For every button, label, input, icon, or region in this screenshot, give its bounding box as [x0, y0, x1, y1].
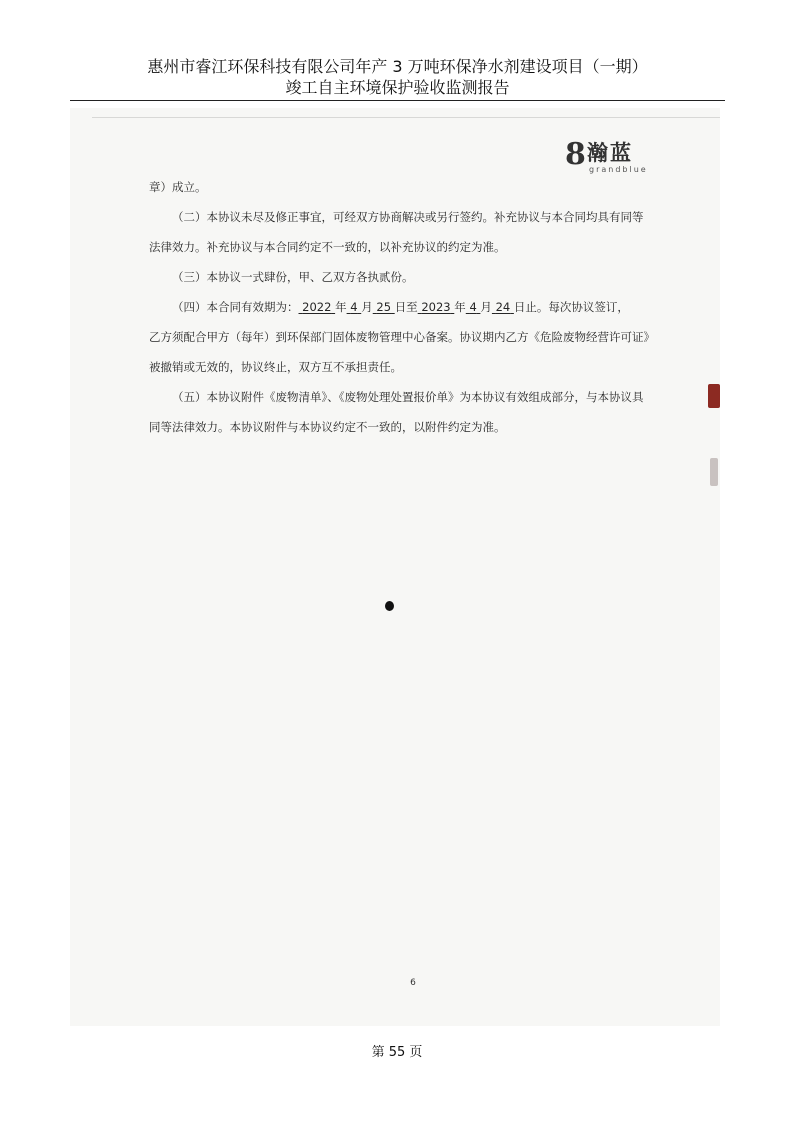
month-label-2: 月 [480, 300, 492, 314]
header-title-line1: 惠州市睿江环保科技有限公司年产 3 万吨环保净水剂建设项目（一期） [147, 57, 648, 76]
company-logo [565, 138, 665, 178]
clause-3: （三）本协议一式肆份，甲、乙双方各执贰份。 [172, 270, 414, 284]
clause-2-line1: （二）本协议未尽及修正事宜，可经双方协商解决或另行签约。补充协议与本合同均具有同等 [172, 210, 644, 224]
seal-fragment-faint [710, 458, 718, 486]
start-day: 25 [376, 300, 392, 314]
seal-fragment [708, 384, 720, 408]
start-month: 4 [350, 300, 358, 314]
report-header [70, 56, 725, 98]
clause-4-line2: 乙方须配合甲方（每年）到环保部门固体废物管理中心备案。协议期内乙方《危险废物经营许可证》 [149, 330, 655, 344]
clause-5-line1: （五）本协议附件《废物清单》、《废物处理处置报价单》为本协议有效组成部分，与本协议具 [172, 390, 644, 404]
logo-subtitle: grandblue [589, 165, 648, 174]
header-title-line2: 竣工自主环境保护验收监测报告 [285, 78, 510, 97]
scan-page-number: 6 [410, 978, 416, 988]
ink-blot [385, 601, 394, 611]
clause-4-line1 [172, 300, 692, 314]
end-month: 4 [469, 300, 477, 314]
clause-5-line2: 同等法律效力。本协议附件与本协议约定不一致的，以附件约定为准。 [149, 420, 506, 434]
clause-4-line3: 被撤销或无效的，协议终止，双方互不承担责任。 [149, 360, 402, 374]
month-label: 月 [361, 300, 373, 314]
clause-4-suffix: 日止。每次协议签订， [513, 300, 629, 314]
year-label-2: 年 [454, 300, 466, 314]
clause-4-prefix: （四）本合同有效期为： [172, 300, 299, 314]
end-day: 24 [495, 300, 511, 314]
scanned-contract-page [70, 108, 720, 1026]
scan-edge [92, 117, 720, 118]
end-year: 2023 [421, 300, 451, 314]
clause-2-line2: 法律效力。补充协议与本合同约定不一致的，以补充协议的约定为准。 [149, 240, 506, 254]
header-rule [70, 100, 725, 101]
logo-mark-icon: 8 [565, 137, 586, 172]
logo-name: 瀚蓝 [587, 141, 633, 165]
day-from-label: 日至 [394, 300, 418, 314]
clause-text: 章）成立。 [149, 180, 207, 194]
page-footer: 第 55 页 [371, 1045, 423, 1060]
year-label: 年 [335, 300, 347, 314]
start-year: 2022 [302, 300, 332, 314]
